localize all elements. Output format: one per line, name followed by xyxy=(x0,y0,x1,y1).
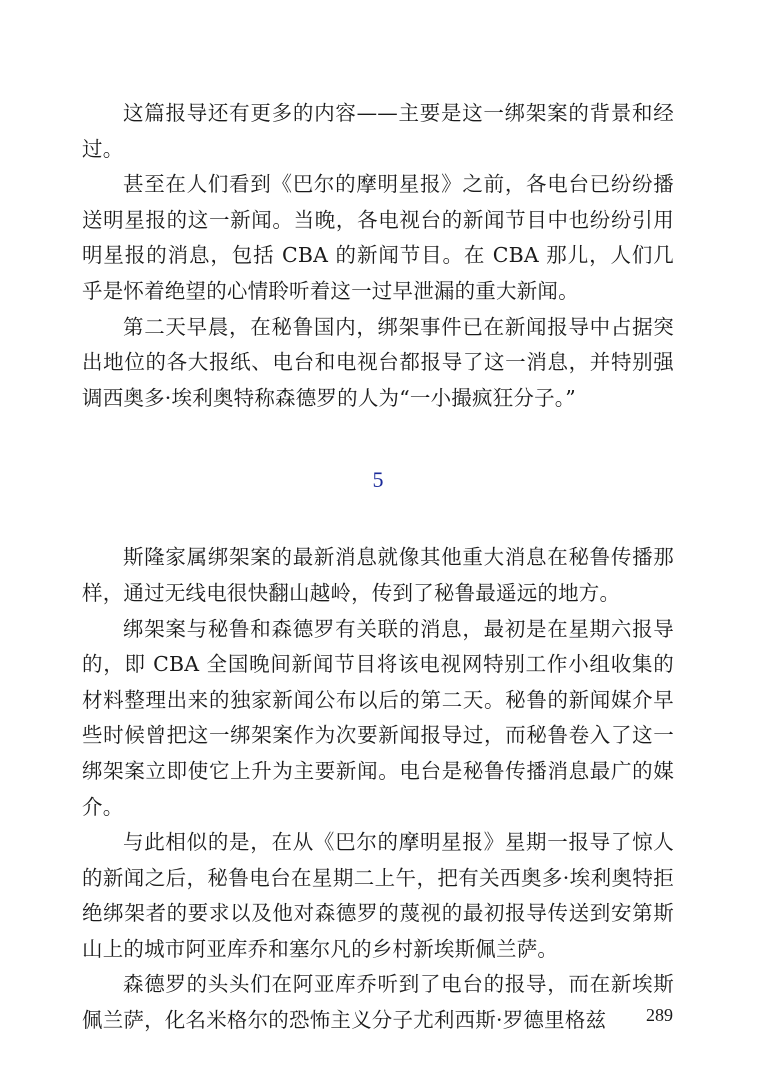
section-spacer xyxy=(82,498,674,540)
paragraph: 这篇报导还有更多的内容——主要是这一绑架案的背景和经过。 xyxy=(82,101,674,161)
paragraph: 森德罗的头头们在阿亚库乔听到了电台的报导，而在新埃斯佩兰萨，化名米格尔的恐怖主义分子尤利西斯·罗德里格兹 xyxy=(82,972,674,1033)
paragraph: 斯隆家属绑架案的最新消息就像其他重大消息在秘鲁传播那样，通过无线电很快翻山越岭，传到了秘鲁最遥远的地方。 xyxy=(82,545,674,605)
page-number: 289 xyxy=(646,1005,673,1025)
section-number: 5 xyxy=(372,467,384,493)
book-page-body xyxy=(82,96,674,1039)
paragraph: 第二天早晨，在秘鲁国内，绑架事件已在新闻报导中占据突出地位的各大报纸、电台和电视台都报导了这一消息，并特别强调西奥多·埃利奥特称森德罗的人为“一小撮疯狂分子。” xyxy=(82,314,674,410)
section-spacer xyxy=(82,416,674,462)
paragraph: 绑架案与秘鲁和森德罗有关联的消息，最初是在星期六报导的，即 CBA 全国晚间新闻节目将该电视网特别工作小组收集的材料整理出来的独家新闻公布以后的第二天。秘鲁的新闻媒介早些时候曾把这一绑架案作为次要新闻报导过，而秘鲁卷入了这一绑架案立即使它上升为主要新闻。电台是秘鲁传播消息最广的媒介。 xyxy=(82,616,674,819)
paragraph: 与此相似的是，在从《巴尔的摩明星报》星期一报导了惊人的新闻之后，秘鲁电台在星期二上午，把有关西奥多·埃利奥特拒绝绑架者的要求以及他对森德罗的蔑视的最初报导传送到安第斯山上的城市阿亚库乔和塞尔凡的乡村新埃斯佩兰萨。 xyxy=(82,830,674,961)
paragraph: 甚至在人们看到《巴尔的摩明星报》之前，各电台已纷纷播送明星报的这一新闻。当晚，各电视台的新闻节目中也纷纷引用明星报的消息，包括 CBA 的新闻节目。在 CBA 那儿，人们几乎是怀着绝望的心情聆听着这一过早泄漏的重大新闻。 xyxy=(82,172,674,303)
